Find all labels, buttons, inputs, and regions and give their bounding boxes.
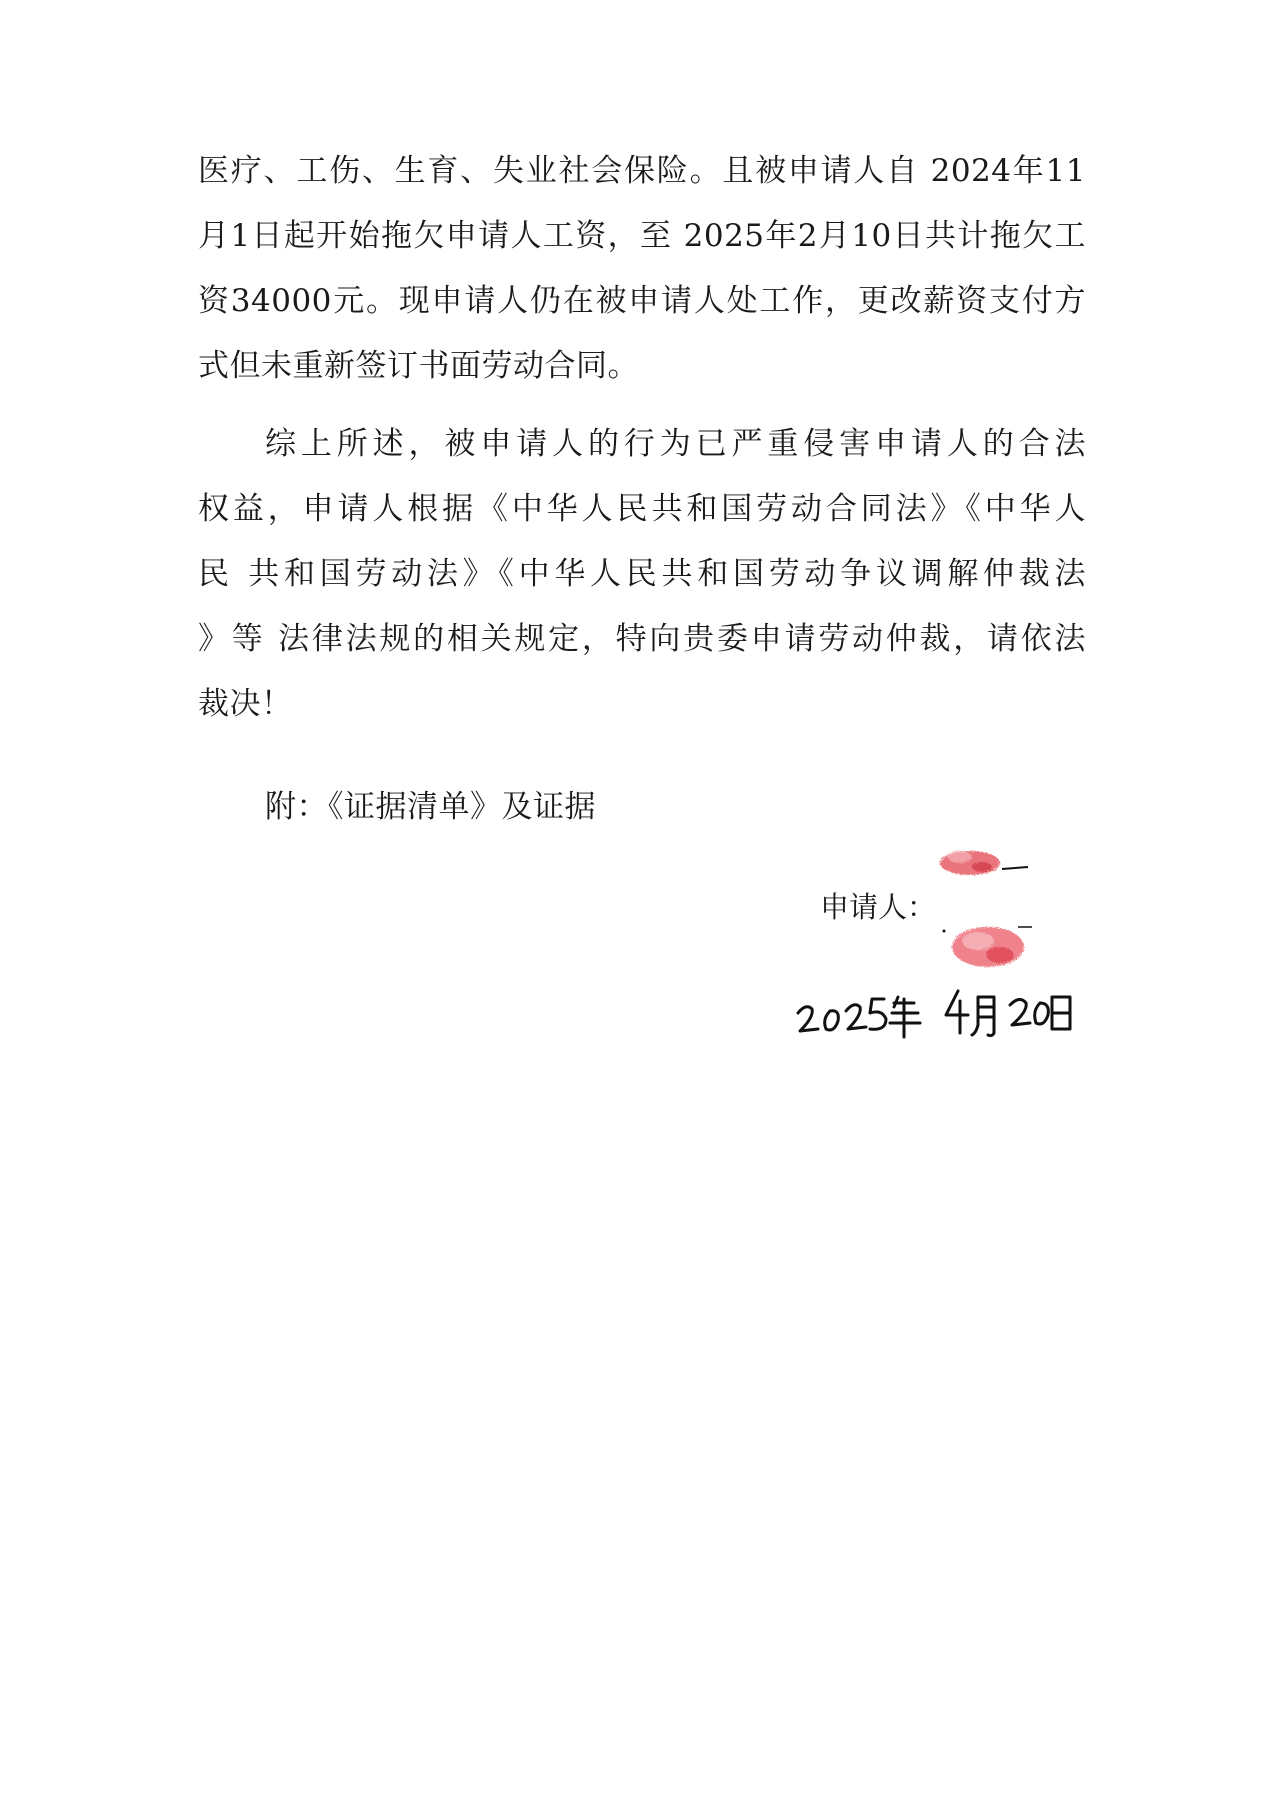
attachment-note: 附：《证据清单》及证据 [265, 789, 596, 825]
paragraph2-line-4: 》等 法律法规的相关规定，特向贵委申请劳动仲裁，请依法 [198, 621, 1086, 657]
paragraph1-line-3: 资34000元。现申请人仍在被申请人处工作，更改薪资支付方 [198, 283, 1086, 319]
paragraph2-line-5: 裁决！ [198, 686, 293, 722]
paragraph1-line-4: 式但未重新签订书面劳动合同。 [198, 348, 639, 384]
handwritten-date [790, 975, 1080, 1045]
paragraph1-line-2: 月1日起开始拖欠申请人工资，至 2025年2月10日共计拖欠工 [198, 218, 1086, 254]
red-fingerprint-stamp [930, 845, 1090, 975]
paragraph1-line-1: 医疗、工伤、生育、失业社会保险。且被申请人自 2024年11 [198, 153, 1086, 189]
signature-block [820, 845, 1120, 1045]
paragraph2-line-2: 权益，申请人根据《中华人民共和国劳动合同法》《中华人 [198, 491, 1086, 527]
paragraph2-line-1: 综上所述，被申请人的行为已严重侵害申请人的合法 [265, 426, 1086, 462]
applicant-label: 申请人： [820, 890, 937, 924]
paragraph2-line-3: 民 共和国劳动法》《中华人民共和国劳动争议调解仲裁法 [198, 556, 1086, 592]
